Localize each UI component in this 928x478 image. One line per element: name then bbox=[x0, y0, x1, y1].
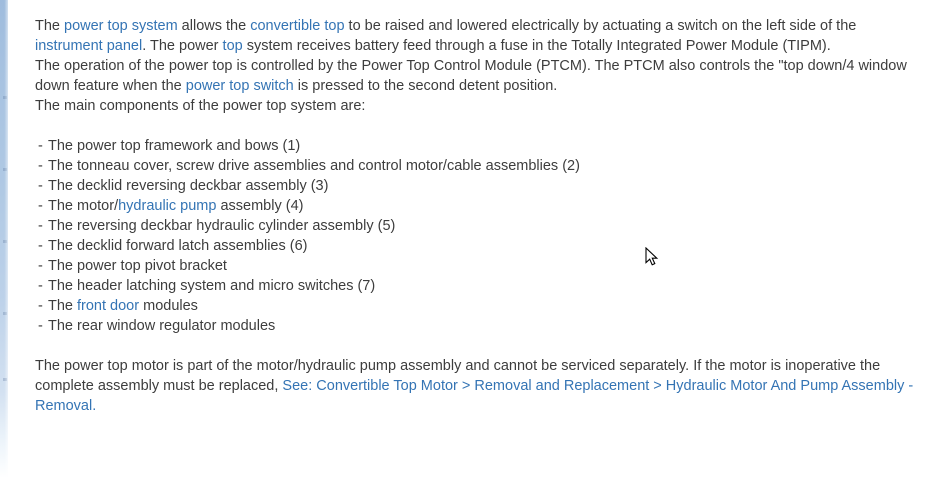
text-segment: The power top motor is part of the motor/hydraulic pump assembly and cannot be serviced separately. If the motor is inoperative the complete assembly must be replaced, bbox=[35, 358, 881, 394]
list-bullet: - bbox=[38, 238, 43, 254]
list-item-text bbox=[48, 176, 923, 196]
inline-link[interactable]: front door bbox=[77, 298, 140, 314]
text-segment: The power top pivot bracket bbox=[48, 258, 227, 274]
text-segment: . The power bbox=[142, 38, 223, 54]
list-item bbox=[35, 216, 923, 236]
text-segment: is pressed to the second detent position. bbox=[293, 78, 558, 94]
list-bullet: - bbox=[38, 258, 43, 274]
paragraph-operation bbox=[35, 56, 923, 96]
text-segment: assembly (4) bbox=[216, 198, 304, 214]
list-item-text bbox=[48, 296, 923, 316]
list-item bbox=[35, 176, 923, 196]
text-segment: The reversing deckbar hydraulic cylinder assembly (5) bbox=[48, 218, 396, 234]
list-item-text bbox=[48, 316, 923, 336]
text-segment: The bbox=[48, 298, 78, 314]
list-item-text bbox=[48, 256, 923, 276]
list-item bbox=[35, 136, 923, 156]
inline-link[interactable]: instrument panel bbox=[35, 38, 143, 54]
inline-link[interactable]: See: Convertible Top Motor > Removal and Replacement > Hydraulic Motor And Pump Assembly - Removal. bbox=[35, 378, 914, 414]
list-bullet: - bbox=[38, 218, 43, 234]
document-content bbox=[35, 16, 923, 416]
list-bullet: - bbox=[38, 318, 43, 334]
list-item-text bbox=[48, 276, 923, 296]
inline-link[interactable]: top bbox=[222, 38, 243, 54]
text-segment: The decklid reversing deckbar assembly (3) bbox=[48, 178, 329, 194]
text-segment: The main components of the power top system are: bbox=[35, 98, 366, 114]
list-item bbox=[35, 236, 923, 256]
list-bullet: - bbox=[38, 278, 43, 294]
text-segment: The motor/ bbox=[48, 198, 119, 214]
inline-link[interactable]: convertible top bbox=[250, 18, 345, 34]
inline-link[interactable]: power top system bbox=[64, 18, 178, 34]
inline-link[interactable]: hydraulic pump bbox=[118, 198, 217, 214]
list-bullet: - bbox=[38, 158, 43, 174]
list-item bbox=[35, 156, 923, 176]
list-item-text bbox=[48, 136, 923, 156]
text-segment: The bbox=[35, 18, 65, 34]
paragraph-components-heading bbox=[35, 96, 923, 116]
inline-link[interactable]: power top switch bbox=[185, 78, 294, 94]
text-segment: to be raised and lowered electrically by actuating a switch on the left side of the bbox=[344, 18, 857, 34]
edge-strip-notch bbox=[3, 240, 7, 243]
paragraph-intro bbox=[35, 16, 923, 56]
paragraph-service-note bbox=[35, 356, 923, 416]
list-item bbox=[35, 296, 923, 316]
left-edge-strip bbox=[0, 0, 8, 478]
list-item-text bbox=[48, 196, 923, 216]
edge-strip-notch bbox=[3, 312, 7, 315]
list-item bbox=[35, 196, 923, 216]
text-segment: modules bbox=[139, 298, 198, 314]
text-segment: The header latching system and micro switches (7) bbox=[48, 278, 376, 294]
list-item bbox=[35, 276, 923, 296]
text-segment: system receives battery feed through a fuse in the Totally Integrated Power Module (TIPM). bbox=[242, 38, 831, 54]
text-segment: The decklid forward latch assemblies (6) bbox=[48, 238, 308, 254]
text-segment: The operation of the power top is controlled by the Power Top Control Module (PTCM). The PTCM also controls the "top down/4 window down feature when the bbox=[35, 58, 907, 94]
list-bullet: - bbox=[38, 198, 43, 214]
text-segment: allows the bbox=[177, 18, 251, 34]
list-item-text bbox=[48, 156, 923, 176]
edge-strip-notch bbox=[3, 96, 7, 99]
list-item bbox=[35, 316, 923, 336]
list-bullet: - bbox=[38, 138, 43, 154]
list-item bbox=[35, 256, 923, 276]
edge-strip-notch bbox=[3, 168, 7, 171]
list-bullet: - bbox=[38, 178, 43, 194]
text-segment: The tonneau cover, screw drive assemblies and control motor/cable assemblies (2) bbox=[48, 158, 580, 174]
list-item-text bbox=[48, 236, 923, 256]
list-item-text bbox=[48, 216, 923, 236]
edge-strip-notch bbox=[3, 378, 7, 381]
component-list bbox=[35, 136, 923, 336]
text-segment: The power top framework and bows (1) bbox=[48, 138, 301, 154]
text-segment: The rear window regulator modules bbox=[48, 318, 276, 334]
list-bullet: - bbox=[38, 298, 43, 314]
